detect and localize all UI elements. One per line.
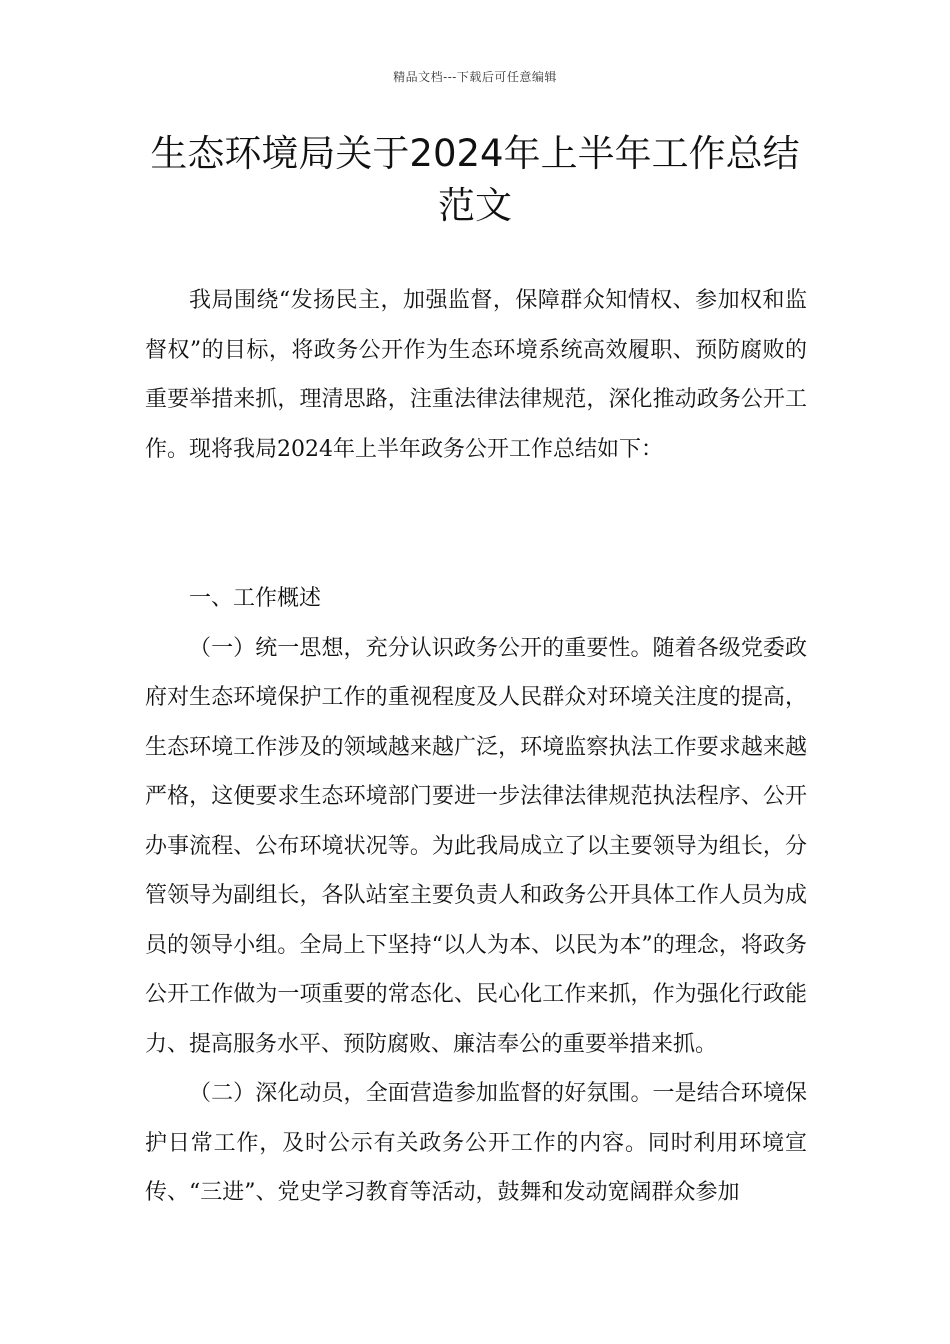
body-paragraph-2: （二）深化动员，全面营造参加监督的好氛围。一是结合环境保护日常工作，及时公示有关政务公开工作的内容。同时利用环境宣传、“三进”、党史学习教育等活动，鼓舞和发动宽阔群众参加 <box>145 1081 807 1205</box>
header-note: 精品文档---下载后可任意编辑 <box>393 70 557 84</box>
document-title: 生态环境局关于2024年上半年工作总结范文 <box>150 132 800 227</box>
section-gap <box>145 474 807 574</box>
body-paragraph-1: （一）统一思想，充分认识政务公开的重要性。随着各级党委政府对生态环境保护工作的重视程度及人民群众对环境关注度的提高，生态环境工作涉及的领域越来越广泛，环境监察执法工作要求越来越严格，这便要求生态环境部门要进一步法律法律规范执法程序、公开办事流程、公布环境状况等。为此我局成立了以主要领导为组长，分管领导为副组长，各队站室主要负责人和政务公开具体工作人员为成员的领导小组。全局上下坚持“以人为本、以民为本”的理念，将政务公开工作做为一项重要的常态化、民心化工作来抓，作为强化行政能力、提高服务水平、预防腐败、廉洁奉公的重要举措来抓。 <box>145 635 807 1057</box>
document-body <box>145 276 807 1218</box>
intro-paragraph: 我局围绕“发扬民主，加强监督，保障群众知情权、参加权和监督权”的目标，将政务公开作为生态环境系统高效履职、预防腐败的重要举措来抓，理清思路，注重法律法律规范，深化推动政务公开工作。现将我局2024年上半年政务公开工作总结如下： <box>145 288 807 462</box>
section-heading: 一、工作概述 <box>189 586 322 611</box>
